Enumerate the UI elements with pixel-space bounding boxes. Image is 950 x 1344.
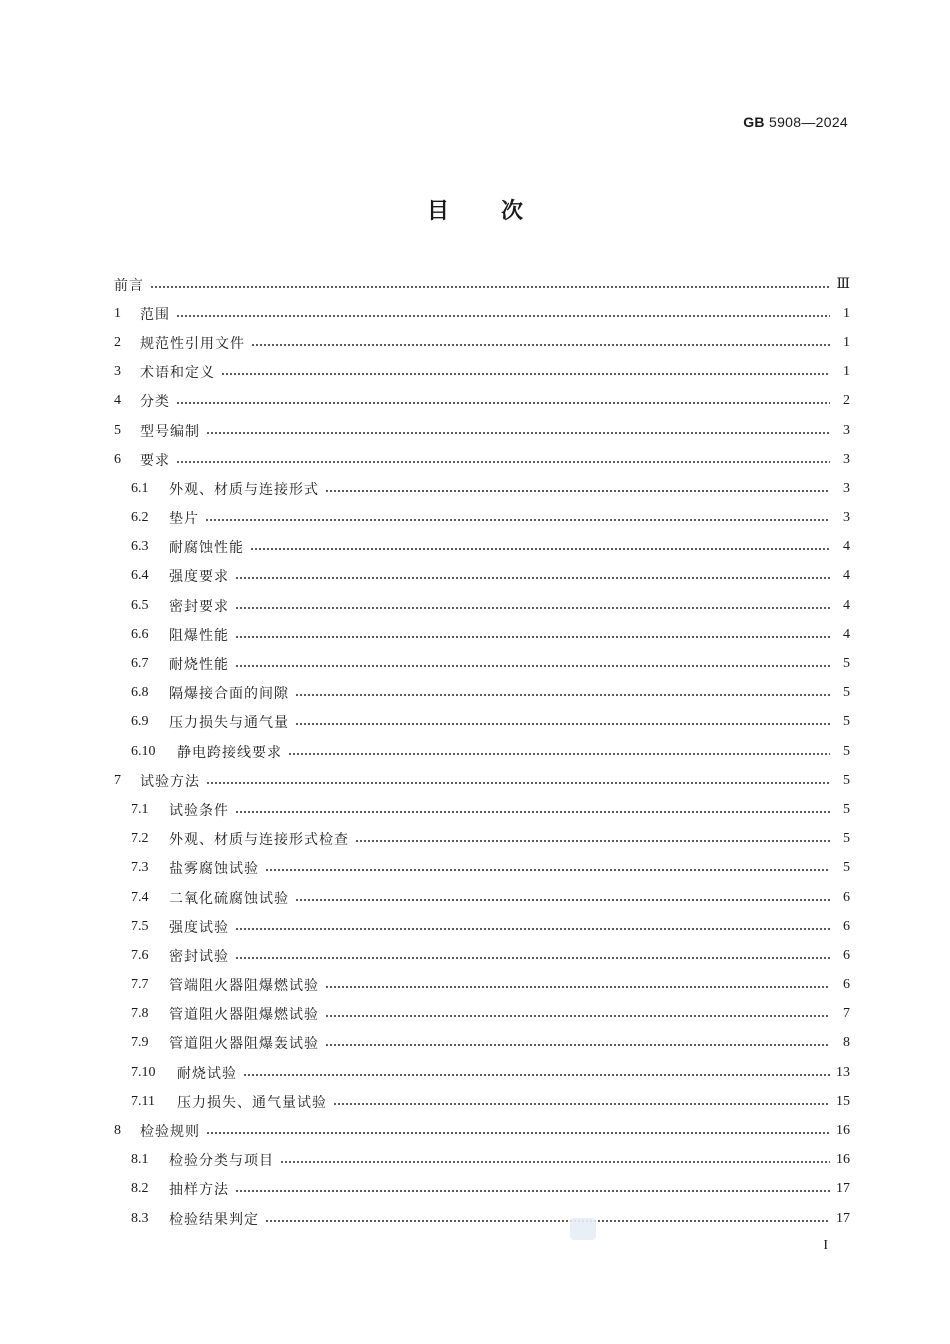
dot-leader [176, 402, 830, 404]
toc-entry-number: 6.2 [131, 510, 149, 526]
toc-entry-label: 压力损失与通气量 [169, 715, 289, 732]
dot-leader [251, 344, 830, 346]
standard-code [743, 114, 848, 130]
toc-entry-number: 6.5 [131, 597, 149, 613]
toc-entry[interactable] [114, 1175, 850, 1204]
toc-entry-number: 7.2 [131, 831, 149, 847]
toc-entry-page: 5 [843, 656, 850, 672]
dot-leader [235, 607, 830, 609]
toc-entry-page: 17 [836, 1181, 850, 1197]
toc-entry-page: 3 [843, 451, 850, 467]
toc-entry[interactable] [114, 416, 850, 445]
dot-leader [325, 1044, 830, 1046]
dot-leader [235, 577, 830, 579]
toc-entry-label: 隔爆接合面的间隙 [169, 686, 289, 703]
toc-entry[interactable] [114, 766, 850, 795]
toc-entry-page: 13 [836, 1064, 850, 1080]
toc-entry-label: 压力损失、通气量试验 [177, 1094, 327, 1111]
toc-entry-label: 垫片 [169, 511, 199, 528]
toc-entry-page: 4 [843, 597, 850, 613]
dot-leader [206, 1132, 830, 1134]
toc-entry-label: 盐雾腐蚀试验 [169, 861, 259, 878]
standard-number: 5908—2024 [769, 114, 848, 130]
dot-leader [280, 1161, 830, 1163]
dot-leader [205, 519, 830, 521]
toc-entry[interactable] [114, 1087, 850, 1116]
toc-entry[interactable] [114, 270, 850, 299]
toc-entry[interactable] [114, 299, 850, 328]
dot-leader [325, 490, 830, 492]
toc-entry-number: 6.1 [131, 480, 149, 496]
toc-entry-number: 6 [114, 451, 121, 467]
toc-entry-page: 6 [843, 947, 850, 963]
dot-leader [206, 782, 830, 784]
dot-leader [325, 986, 830, 988]
toc-entry-page: 3 [843, 480, 850, 496]
dot-leader [288, 753, 830, 755]
toc-entry-page: 5 [843, 772, 850, 788]
dot-leader [265, 869, 830, 871]
toc-entry-number: 7 [114, 772, 121, 788]
toc-entry-label: 管端阻火器阻爆燃试验 [169, 978, 319, 995]
dot-leader [295, 694, 830, 696]
toc-entry-number: 5 [114, 422, 121, 438]
toc-entry-label: 管道阻火器阻爆燃试验 [169, 1007, 319, 1024]
toc-entry-number: 4 [114, 393, 121, 409]
toc-entry[interactable] [114, 474, 850, 503]
toc-entry-page: 6 [843, 977, 850, 993]
table-of-contents [114, 270, 850, 1233]
dot-leader [295, 899, 830, 901]
toc-entry[interactable] [114, 795, 850, 824]
toc-entry-page: 3 [843, 422, 850, 438]
dot-leader [295, 723, 830, 725]
dot-leader [250, 548, 830, 550]
toc-entry-page: 4 [843, 539, 850, 555]
toc-entry-label: 外观、材质与连接形式检查 [169, 832, 349, 849]
toc-entry-number: 3 [114, 364, 121, 380]
toc-entry-number: 7.1 [131, 801, 149, 817]
toc-entry-label: 规范性引用文件 [140, 335, 245, 352]
toc-entry-label: 检验结果判定 [169, 1211, 259, 1228]
toc-entry[interactable] [114, 591, 850, 620]
toc-entry-page: 5 [843, 860, 850, 876]
toc-entry-page: Ⅲ [836, 277, 850, 293]
dot-leader [235, 636, 830, 638]
toc-entry[interactable] [114, 1116, 850, 1145]
toc-entry-number: 7.7 [131, 977, 149, 993]
toc-entry-label: 耐腐蚀性能 [169, 540, 244, 557]
toc-entry-label: 要求 [140, 452, 170, 469]
toc-entry-number: 7.3 [131, 860, 149, 876]
toc-entry[interactable] [114, 1146, 850, 1175]
toc-entry-label: 前言 [114, 277, 144, 294]
dot-leader [235, 811, 830, 813]
toc-entry-page: 8 [843, 1035, 850, 1051]
toc-entry[interactable] [114, 1029, 850, 1058]
toc-entry[interactable] [114, 883, 850, 912]
toc-entry-page: 2 [843, 393, 850, 409]
toc-entry-page: 5 [843, 831, 850, 847]
dot-leader [150, 286, 830, 288]
toc-entry-page: 6 [843, 918, 850, 934]
toc-entry[interactable] [114, 504, 850, 533]
toc-entry-number: 8.1 [131, 1152, 149, 1168]
toc-entry-number: 1 [114, 305, 121, 321]
page-number: I [823, 1238, 828, 1253]
standard-prefix: GB [743, 114, 765, 130]
toc-entry-number: 6.10 [131, 743, 156, 759]
toc-entry[interactable] [114, 1204, 850, 1233]
page-title: 目次 [426, 199, 575, 224]
toc-entry-label: 强度要求 [169, 569, 229, 586]
toc-entry-label: 术语和定义 [140, 365, 215, 382]
toc-entry-label: 试验条件 [169, 802, 229, 819]
toc-entry[interactable] [114, 620, 850, 649]
toc-entry-page: 4 [843, 626, 850, 642]
toc-entry-number: 8 [114, 1123, 121, 1139]
toc-entry-page: 16 [836, 1152, 850, 1168]
toc-entry-label: 抽样方法 [169, 1182, 229, 1199]
dot-leader [206, 432, 830, 434]
toc-entry-page: 5 [843, 714, 850, 730]
toc-entry-label: 耐烧性能 [169, 657, 229, 674]
toc-entry-label: 外观、材质与连接形式 [169, 481, 319, 498]
toc-entry-page: 3 [843, 510, 850, 526]
toc-entry-number: 6.3 [131, 539, 149, 555]
toc-entry[interactable] [114, 854, 850, 883]
toc-entry-label: 密封要求 [169, 598, 229, 615]
toc-entry-number: 8.3 [131, 1210, 149, 1226]
toc-entry[interactable] [114, 533, 850, 562]
toc-entry[interactable] [114, 1000, 850, 1029]
toc-entry-page: 4 [843, 568, 850, 584]
dot-leader [176, 315, 830, 317]
toc-entry-number: 7.9 [131, 1035, 149, 1051]
toc-entry-number: 7.11 [131, 1093, 155, 1109]
toc-entry[interactable] [114, 912, 850, 941]
toc-entry-label: 检验分类与项目 [169, 1153, 274, 1170]
toc-entry-page: 1 [843, 364, 850, 380]
toc-entry-page: 7 [843, 1006, 850, 1022]
dot-leader [243, 1074, 830, 1076]
toc-entry-number: 7.10 [131, 1064, 156, 1080]
toc-entry-page: 15 [836, 1093, 850, 1109]
watermark-logo [570, 1218, 596, 1240]
dot-leader [265, 1220, 830, 1222]
toc-entry-page: 1 [843, 305, 850, 321]
toc-entry-page: 5 [843, 801, 850, 817]
toc-entry-page: 6 [843, 889, 850, 905]
toc-entry-number: 6.6 [131, 626, 149, 642]
toc-entry-number: 8.2 [131, 1181, 149, 1197]
dot-leader [235, 665, 830, 667]
toc-entry[interactable] [114, 679, 850, 708]
dot-leader [235, 957, 830, 959]
toc-entry-label: 检验规则 [140, 1124, 200, 1141]
toc-entry-page: 1 [843, 334, 850, 350]
toc-entry[interactable] [114, 1058, 850, 1087]
toc-entry-number: 6.7 [131, 656, 149, 672]
toc-entry-page: 16 [836, 1123, 850, 1139]
dot-leader [325, 1015, 830, 1017]
toc-entry[interactable] [114, 387, 850, 416]
toc-entry-label: 范围 [140, 306, 170, 323]
toc-entry[interactable] [114, 358, 850, 387]
dot-leader [235, 1190, 830, 1192]
toc-entry[interactable] [114, 825, 850, 854]
toc-entry-label: 试验方法 [140, 773, 200, 790]
toc-entry-number: 7.4 [131, 889, 149, 905]
toc-entry-label: 管道阻火器阻爆轰试验 [169, 1036, 319, 1053]
toc-entry[interactable] [114, 971, 850, 1000]
toc-entry-label: 型号编制 [140, 423, 200, 440]
toc-entry-number: 6.4 [131, 568, 149, 584]
toc-entry-number: 7.6 [131, 947, 149, 963]
toc-entry-label: 密封试验 [169, 948, 229, 965]
toc-entry-label: 分类 [140, 394, 170, 411]
toc-entry[interactable] [114, 941, 850, 970]
toc-entry[interactable] [114, 445, 850, 474]
toc-entry-label: 强度试验 [169, 919, 229, 936]
dot-leader [235, 928, 830, 930]
toc-entry-label: 静电跨接线要求 [177, 744, 282, 761]
toc-entry-number: 6.8 [131, 685, 149, 701]
toc-entry-page: 5 [843, 685, 850, 701]
toc-entry[interactable] [114, 737, 850, 766]
dot-leader [221, 373, 830, 375]
toc-entry-label: 二氧化硫腐蚀试验 [169, 890, 289, 907]
dot-leader [355, 840, 830, 842]
toc-entry-number: 7.8 [131, 1006, 149, 1022]
toc-entry[interactable] [114, 328, 850, 357]
toc-entry[interactable] [114, 649, 850, 678]
toc-entry-page: 5 [843, 743, 850, 759]
toc-entry-page: 17 [836, 1210, 850, 1226]
toc-entry-number: 7.5 [131, 918, 149, 934]
toc-entry-number: 6.9 [131, 714, 149, 730]
dot-leader [333, 1103, 830, 1105]
toc-entry-label: 阻爆性能 [169, 627, 229, 644]
toc-entry[interactable] [114, 562, 850, 591]
toc-entry[interactable] [114, 708, 850, 737]
toc-entry-label: 耐烧试验 [177, 1065, 237, 1082]
toc-entry-number: 2 [114, 334, 121, 350]
dot-leader [176, 461, 830, 463]
